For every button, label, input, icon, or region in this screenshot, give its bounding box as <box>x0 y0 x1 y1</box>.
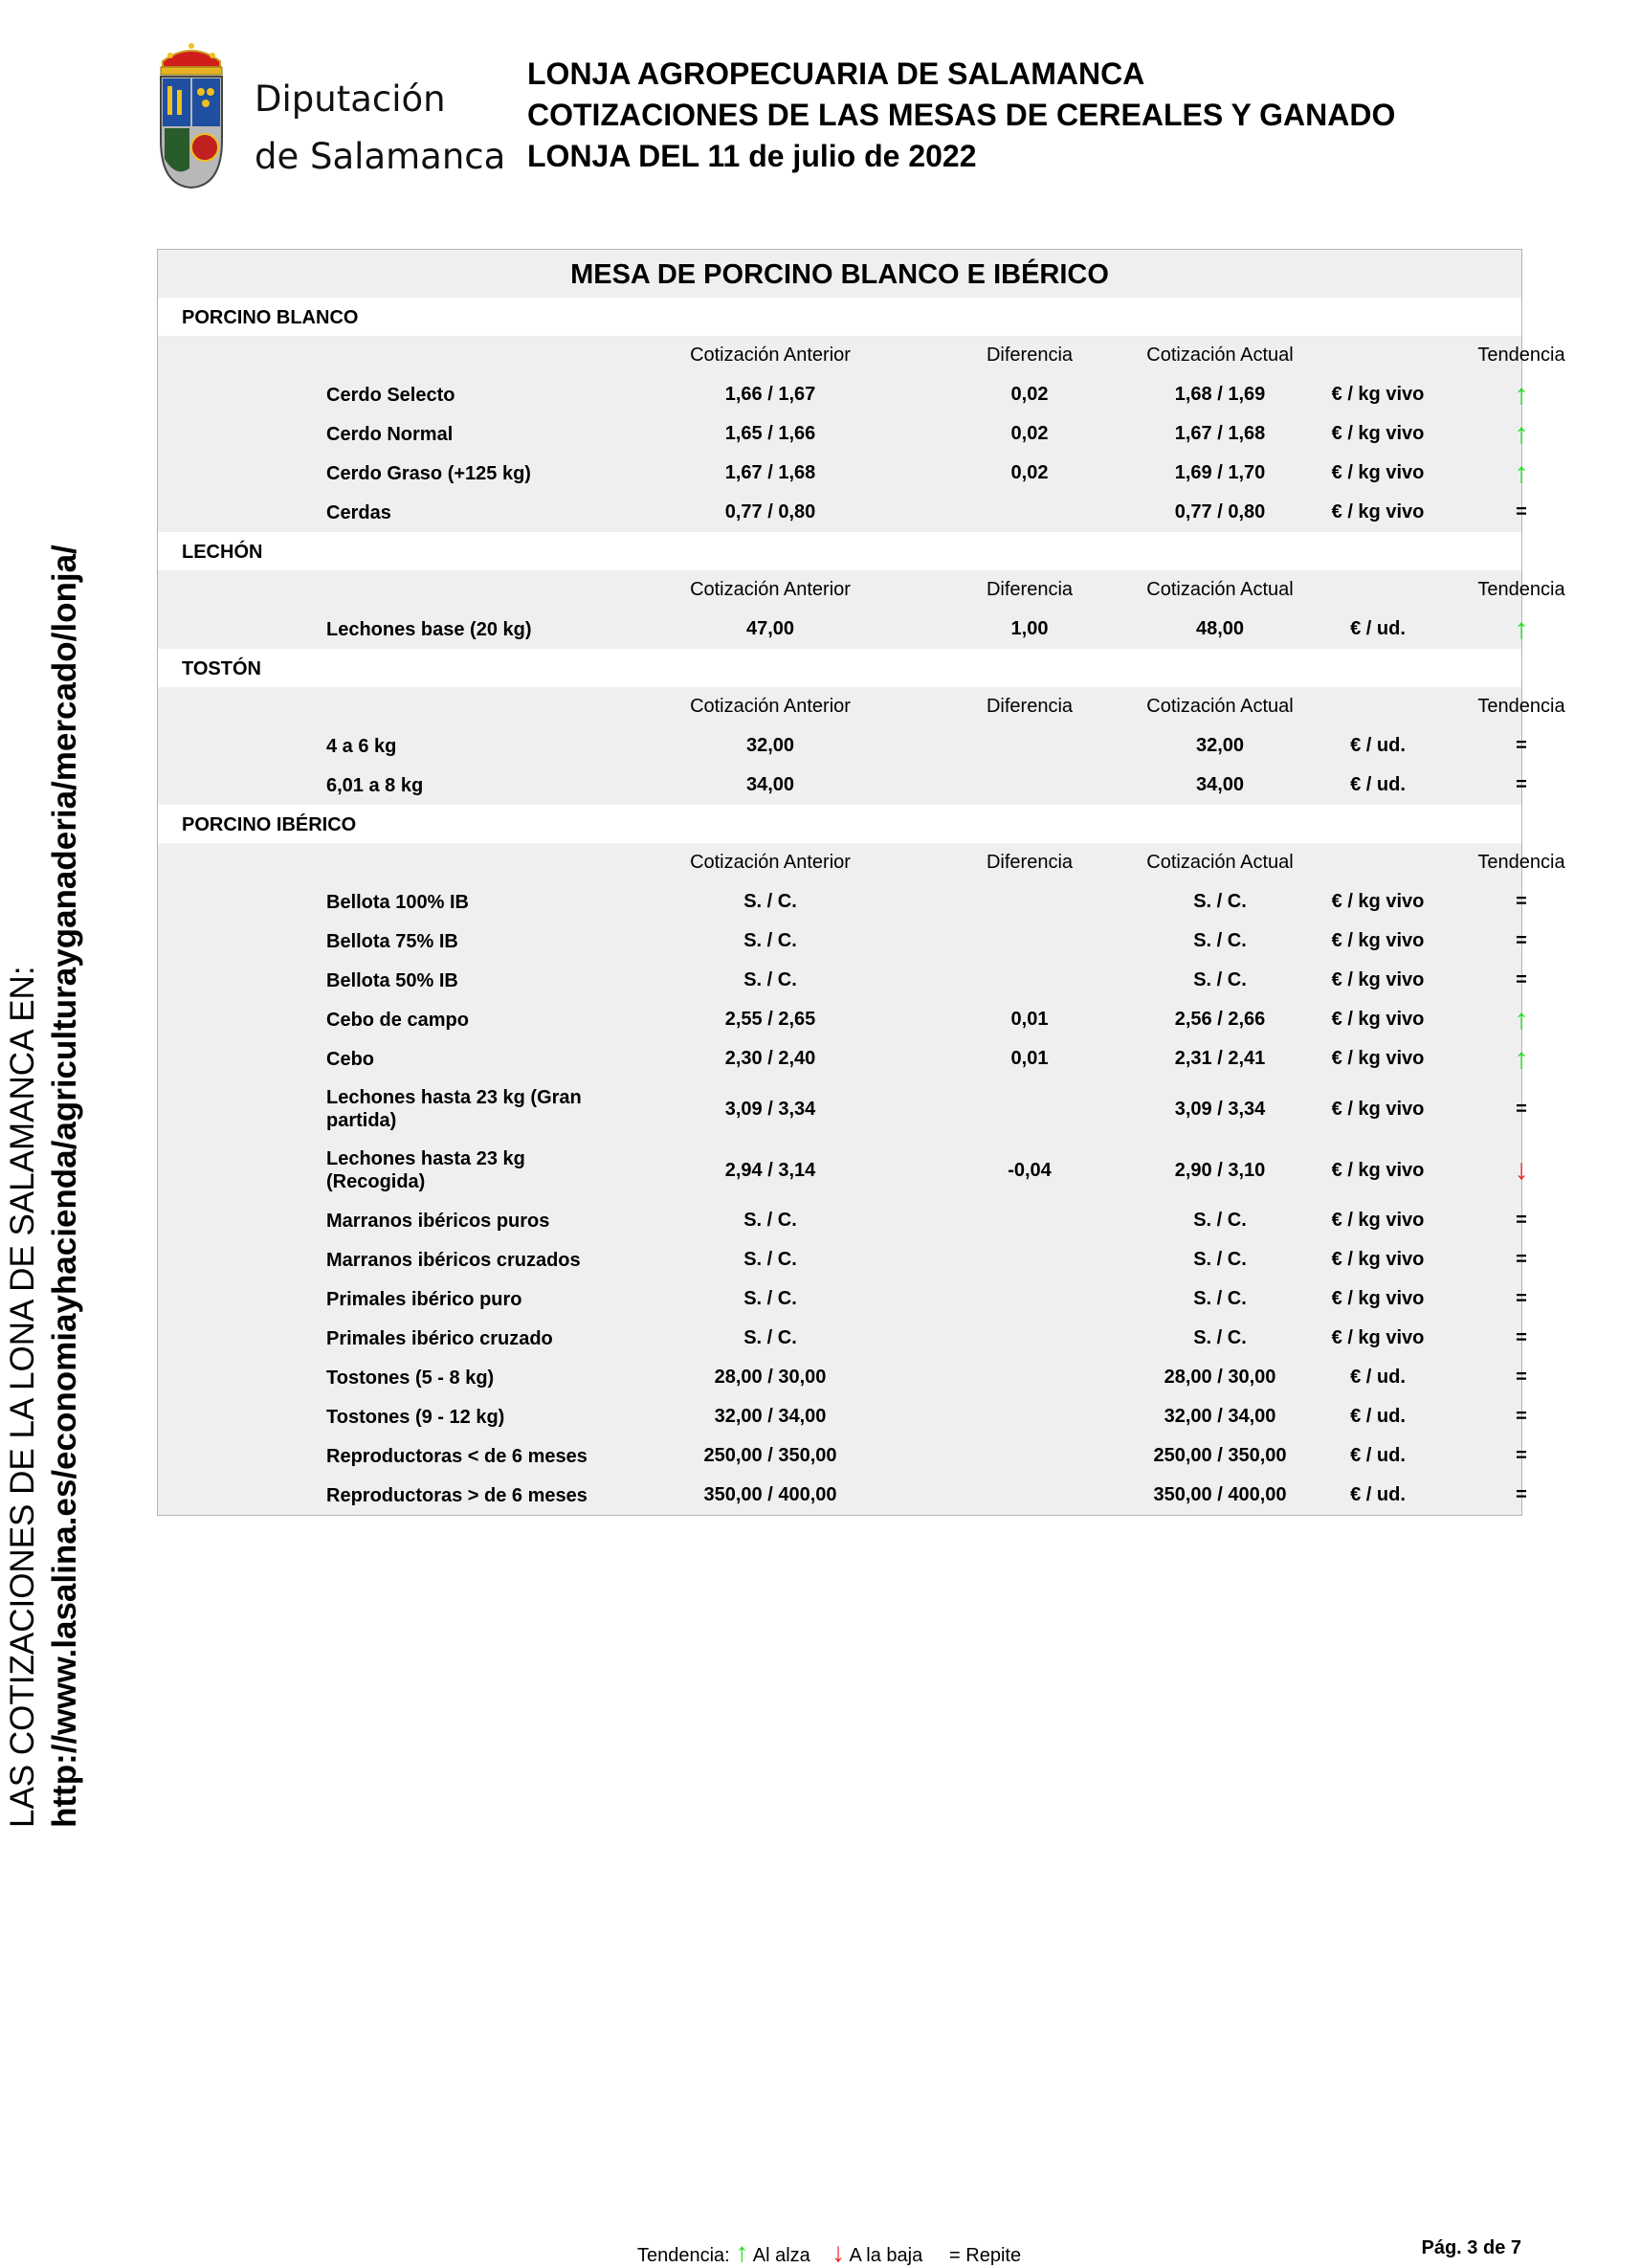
row-trend <box>1402 414 1641 454</box>
row-current-price: 32,00 / 34,00 <box>1164 1406 1276 1427</box>
column-header-row <box>158 687 1565 726</box>
trend-equal: = <box>1516 1249 1527 1270</box>
column-header-diff: Diferencia <box>986 345 1074 366</box>
trend-equal: = <box>1516 501 1527 523</box>
row-current-price: 34,00 <box>1195 774 1245 795</box>
row-prev-price: S. / C. <box>743 1327 797 1348</box>
row-name: Primales ibérico puro <box>326 1288 522 1310</box>
row-difference <box>942 1436 1117 1476</box>
row-difference <box>942 1476 1117 1515</box>
row-trend <box>1402 1397 1641 1436</box>
row-current-price: 2,90 / 3,10 <box>1174 1159 1266 1181</box>
row-prev-price: 2,94 / 3,14 <box>724 1159 816 1181</box>
row-unit: € / ud. <box>1350 1484 1406 1505</box>
row-trend <box>1402 1039 1641 1078</box>
table-row <box>158 882 1527 922</box>
row-trend <box>1402 1140 1641 1201</box>
trend-equal: = <box>1516 969 1527 990</box>
table-row <box>158 1397 1527 1436</box>
row-trend <box>1402 766 1641 805</box>
row-prev-price: 0,77 / 0,80 <box>724 501 816 523</box>
row-current-price: S. / C. <box>1193 891 1247 912</box>
row-unit: € / ud. <box>1350 774 1406 795</box>
arrow-down-icon: ↓ <box>1514 1154 1529 1186</box>
row-prev-price: S. / C. <box>743 1210 797 1231</box>
trend-equal: = <box>1516 1288 1527 1309</box>
row-prev-price: 1,67 / 1,68 <box>724 462 816 483</box>
trend-equal: = <box>1516 1367 1527 1388</box>
row-difference <box>942 493 1117 532</box>
table-row <box>158 414 1529 454</box>
row-current-price: 1,69 / 1,70 <box>1174 462 1266 483</box>
row-prev-price: S. / C. <box>743 1249 797 1270</box>
trend-equal: = <box>1516 1406 1527 1427</box>
trend-equal: = <box>1516 774 1527 795</box>
logo-line-1: Diputación <box>255 78 446 120</box>
row-unit: € / kg vivo <box>1331 1249 1425 1270</box>
row-difference <box>942 961 1117 1000</box>
column-header-prev: Cotización Anterior <box>690 852 851 873</box>
row-unit: € / kg vivo <box>1331 384 1425 405</box>
row-name: Primales ibérico cruzado <box>326 1327 553 1349</box>
row-unit: € / kg vivo <box>1331 1098 1425 1120</box>
section-label: PORCINO BLANCO <box>158 298 1521 336</box>
row-difference <box>942 726 1117 766</box>
row-name: Tostones (9 - 12 kg) <box>326 1406 505 1428</box>
row-trend <box>1402 375 1641 414</box>
row-name: Cerdo Normal <box>326 423 454 445</box>
row-prev-price: 47,00 <box>745 618 795 639</box>
row-difference: 0,01 <box>1010 1009 1049 1030</box>
row-trend <box>1402 1201 1641 1240</box>
coat-of-arms-icon <box>161 43 222 188</box>
row-difference: 0,02 <box>1010 384 1049 405</box>
trend-equal: = <box>1516 1210 1527 1231</box>
trend-legend <box>637 2237 1021 2268</box>
trend-equal: = <box>1516 1484 1527 1505</box>
row-difference: 0,02 <box>1010 423 1049 444</box>
row-name: Cerdas <box>326 501 391 523</box>
row-prev-price: 32,00 <box>745 735 795 756</box>
row-prev-price: 34,00 <box>745 774 795 795</box>
trend-equal: = <box>1516 1445 1527 1466</box>
row-name: 4 a 6 kg <box>326 735 397 757</box>
arrow-up-icon: ↑ <box>1514 612 1529 645</box>
logo-line-2: de Salamanca <box>255 136 506 177</box>
column-header-act: Cotización Actual <box>1146 345 1294 366</box>
row-current-price: S. / C. <box>1193 1327 1247 1348</box>
column-header-trend: Tendencia <box>1477 696 1565 717</box>
row-name: Cerdo Graso (+125 kg) <box>326 462 531 484</box>
row-trend <box>1402 1358 1641 1397</box>
sidebar-line-1: LAS COTIZACIONES DE LA LONA DE SALAMANCA EN: <box>4 966 41 1828</box>
row-difference <box>942 766 1117 805</box>
row-trend <box>1402 454 1641 493</box>
row-name: Marranos ibéricos puros <box>326 1210 550 1232</box>
row-current-price: 350,00 / 400,00 <box>1153 1484 1287 1505</box>
row-current-price: 32,00 <box>1195 735 1245 756</box>
row-name: Reproductoras > de 6 meses <box>326 1484 588 1506</box>
column-header-act: Cotización Actual <box>1146 852 1294 873</box>
column-header-diff: Diferencia <box>986 579 1074 600</box>
row-difference: 0,02 <box>1010 462 1049 483</box>
row-unit: € / kg vivo <box>1331 930 1425 951</box>
header-line-1: LONJA AGROPECUARIA DE SALAMANCA <box>527 56 1145 91</box>
column-header-trend: Tendencia <box>1477 579 1565 600</box>
row-difference <box>942 1397 1117 1436</box>
table-row <box>158 493 1527 532</box>
row-trend <box>1402 1476 1641 1515</box>
row-difference: 1,00 <box>1010 618 1049 639</box>
price-table <box>157 249 1565 1516</box>
row-name: Bellota 100% IB <box>326 891 469 913</box>
row-name: Lechones hasta 23 kg (Recogida) <box>326 1148 525 1192</box>
row-difference <box>942 882 1117 922</box>
row-prev-price: S. / C. <box>743 891 797 912</box>
legend-down-label: A la baja <box>849 2245 923 2266</box>
row-prev-price: S. / C. <box>743 930 797 951</box>
row-current-price: 2,56 / 2,66 <box>1174 1009 1266 1030</box>
table-row <box>158 454 1529 493</box>
row-difference: 0,01 <box>1010 1048 1049 1069</box>
row-current-price: 250,00 / 350,00 <box>1153 1445 1287 1466</box>
column-header-prev: Cotización Anterior <box>690 345 851 366</box>
row-name: Cebo <box>326 1048 374 1070</box>
row-name: Reproductoras < de 6 meses <box>326 1445 588 1467</box>
table-row <box>158 1078 1527 1140</box>
legend-prefix: Tendencia: <box>637 2245 730 2266</box>
row-prev-price: 250,00 / 350,00 <box>703 1445 837 1466</box>
row-difference <box>942 1319 1117 1358</box>
row-current-price: 1,68 / 1,69 <box>1174 384 1266 405</box>
arrow-up-icon: ↑ <box>1514 1003 1529 1035</box>
table-body <box>158 298 1565 1515</box>
row-difference <box>942 1201 1117 1240</box>
row-unit: € / kg vivo <box>1331 1210 1425 1231</box>
header-line-3: LONJA DEL 11 de julio de 2022 <box>527 139 977 173</box>
row-difference: -0,04 <box>1008 1159 1052 1181</box>
table-row <box>158 1140 1529 1201</box>
row-current-price: S. / C. <box>1193 969 1247 990</box>
section-label: LECHÓN <box>158 532 1521 570</box>
legend-repeat-label: = Repite <box>949 2245 1022 2266</box>
row-current-price: S. / C. <box>1193 1288 1247 1309</box>
row-unit: € / kg vivo <box>1331 1048 1425 1069</box>
trend-equal: = <box>1516 891 1527 912</box>
table-row <box>158 726 1527 766</box>
trend-equal: = <box>1516 930 1527 951</box>
page-number: Pág. 3 de 7 <box>1421 2237 1521 2258</box>
row-unit: € / ud. <box>1350 618 1406 639</box>
row-unit: € / ud. <box>1350 1367 1406 1388</box>
row-unit: € / kg vivo <box>1331 1327 1425 1348</box>
row-name: Bellota 50% IB <box>326 969 458 991</box>
row-trend <box>1402 1078 1641 1140</box>
row-unit: € / ud. <box>1350 1445 1406 1466</box>
row-trend <box>1402 922 1641 961</box>
row-prev-price: 32,00 / 34,00 <box>714 1406 827 1427</box>
row-trend <box>1402 961 1641 1000</box>
arrow-up-icon: ↑ <box>1514 378 1529 411</box>
table-row <box>158 1436 1527 1476</box>
row-current-price: 0,77 / 0,80 <box>1174 501 1266 523</box>
arrow-up-icon: ↑ <box>1514 417 1529 450</box>
row-difference <box>942 1358 1117 1397</box>
row-prev-price: S. / C. <box>743 1288 797 1309</box>
row-current-price: S. / C. <box>1193 1210 1247 1231</box>
row-name: 6,01 a 8 kg <box>326 774 424 796</box>
row-trend <box>1402 1240 1641 1279</box>
section-label: TOSTÓN <box>158 649 1521 687</box>
row-name: Cerdo Selecto <box>326 384 455 406</box>
column-header-trend: Tendencia <box>1477 852 1565 873</box>
row-current-price: S. / C. <box>1193 1249 1247 1270</box>
header-line-2: COTIZACIONES DE LAS MESAS DE CEREALES Y GANADO <box>527 98 1396 132</box>
row-current-price: 3,09 / 3,34 <box>1174 1098 1266 1120</box>
sidebar-note <box>0 0 83 1828</box>
row-current-price: S. / C. <box>1193 930 1247 951</box>
arrow-down-icon: ↓ <box>832 2237 846 2267</box>
column-header-diff: Diferencia <box>986 852 1074 873</box>
trend-equal: = <box>1516 1098 1527 1120</box>
row-prev-price: 2,55 / 2,65 <box>724 1009 816 1030</box>
arrow-up-icon: ↑ <box>735 2237 749 2267</box>
row-unit: € / kg vivo <box>1331 1159 1425 1181</box>
row-unit: € / kg vivo <box>1331 1288 1425 1309</box>
row-prev-price: 1,66 / 1,67 <box>724 384 816 405</box>
row-trend <box>1402 882 1641 922</box>
row-name: Bellota 75% IB <box>326 930 458 952</box>
row-prev-price: 1,65 / 1,66 <box>724 423 816 444</box>
table-row <box>158 1039 1529 1078</box>
column-header-row <box>158 843 1565 882</box>
row-trend <box>1402 1319 1641 1358</box>
row-trend <box>1402 1000 1641 1039</box>
row-prev-price: 28,00 / 30,00 <box>714 1367 827 1388</box>
page-header <box>527 54 1395 177</box>
row-prev-price: 3,09 / 3,34 <box>724 1098 816 1120</box>
row-trend <box>1402 610 1641 649</box>
legend-up-label: Al alza <box>752 2245 810 2266</box>
row-trend <box>1402 1436 1641 1476</box>
table-row <box>158 1319 1527 1358</box>
arrow-up-icon: ↑ <box>1514 1042 1529 1075</box>
table-row <box>158 1201 1527 1240</box>
row-unit: € / kg vivo <box>1331 423 1425 444</box>
arrow-up-icon: ↑ <box>1514 456 1529 489</box>
table-title: MESA DE PORCINO BLANCO E IBÉRICO <box>570 259 1109 290</box>
table-row <box>158 1279 1527 1319</box>
column-header-act: Cotización Actual <box>1146 579 1294 600</box>
row-difference <box>942 1279 1117 1319</box>
table-row <box>158 1476 1527 1515</box>
column-header-diff: Diferencia <box>986 696 1074 717</box>
row-current-price: 2,31 / 2,41 <box>1174 1048 1266 1069</box>
table-row <box>158 1240 1527 1279</box>
row-name: Lechones hasta 23 kg (Gran partida) <box>326 1087 582 1131</box>
column-header-prev: Cotización Anterior <box>690 696 851 717</box>
row-trend <box>1402 726 1641 766</box>
table-row <box>158 766 1527 805</box>
row-difference <box>942 1240 1117 1279</box>
row-prev-price: 350,00 / 400,00 <box>703 1484 837 1505</box>
sidebar-url[interactable]: http://www.lasalina.es/economiayhacienda/agriculturayganaderia/mercado/lonja/ <box>46 545 83 1828</box>
row-difference <box>942 1078 1117 1140</box>
logo-text <box>255 71 505 186</box>
row-current-price: 28,00 / 30,00 <box>1164 1367 1276 1388</box>
table-row <box>158 922 1527 961</box>
table-row <box>158 375 1529 414</box>
table-row <box>158 610 1529 649</box>
row-unit: € / kg vivo <box>1331 462 1425 483</box>
row-unit: € / ud. <box>1350 735 1406 756</box>
row-unit: € / ud. <box>1350 1406 1406 1427</box>
row-unit: € / kg vivo <box>1331 1009 1425 1030</box>
row-current-price: 1,67 / 1,68 <box>1174 423 1266 444</box>
table-row <box>158 1000 1529 1039</box>
table-row <box>158 1358 1527 1397</box>
row-name: Tostones (5 - 8 kg) <box>326 1367 495 1389</box>
column-header-act: Cotización Actual <box>1146 696 1294 717</box>
row-name: Lechones base (20 kg) <box>326 618 532 640</box>
row-trend <box>1402 1279 1641 1319</box>
column-header-trend: Tendencia <box>1477 345 1565 366</box>
row-trend <box>1402 493 1641 532</box>
trend-equal: = <box>1516 735 1527 756</box>
trend-equal: = <box>1516 1327 1527 1348</box>
column-header-prev: Cotización Anterior <box>690 579 851 600</box>
section-label: PORCINO IBÉRICO <box>158 805 1521 843</box>
row-current-price: 48,00 <box>1195 618 1245 639</box>
table-row <box>158 961 1527 1000</box>
row-prev-price: S. / C. <box>743 969 797 990</box>
row-unit: € / kg vivo <box>1331 891 1425 912</box>
row-prev-price: 2,30 / 2,40 <box>724 1048 816 1069</box>
column-header-row <box>158 570 1565 610</box>
row-name: Marranos ibéricos cruzados <box>326 1249 581 1271</box>
row-unit: € / kg vivo <box>1331 969 1425 990</box>
row-name: Cebo de campo <box>326 1009 469 1031</box>
column-header-row <box>158 336 1565 375</box>
row-unit: € / kg vivo <box>1331 501 1425 523</box>
row-difference <box>942 922 1117 961</box>
